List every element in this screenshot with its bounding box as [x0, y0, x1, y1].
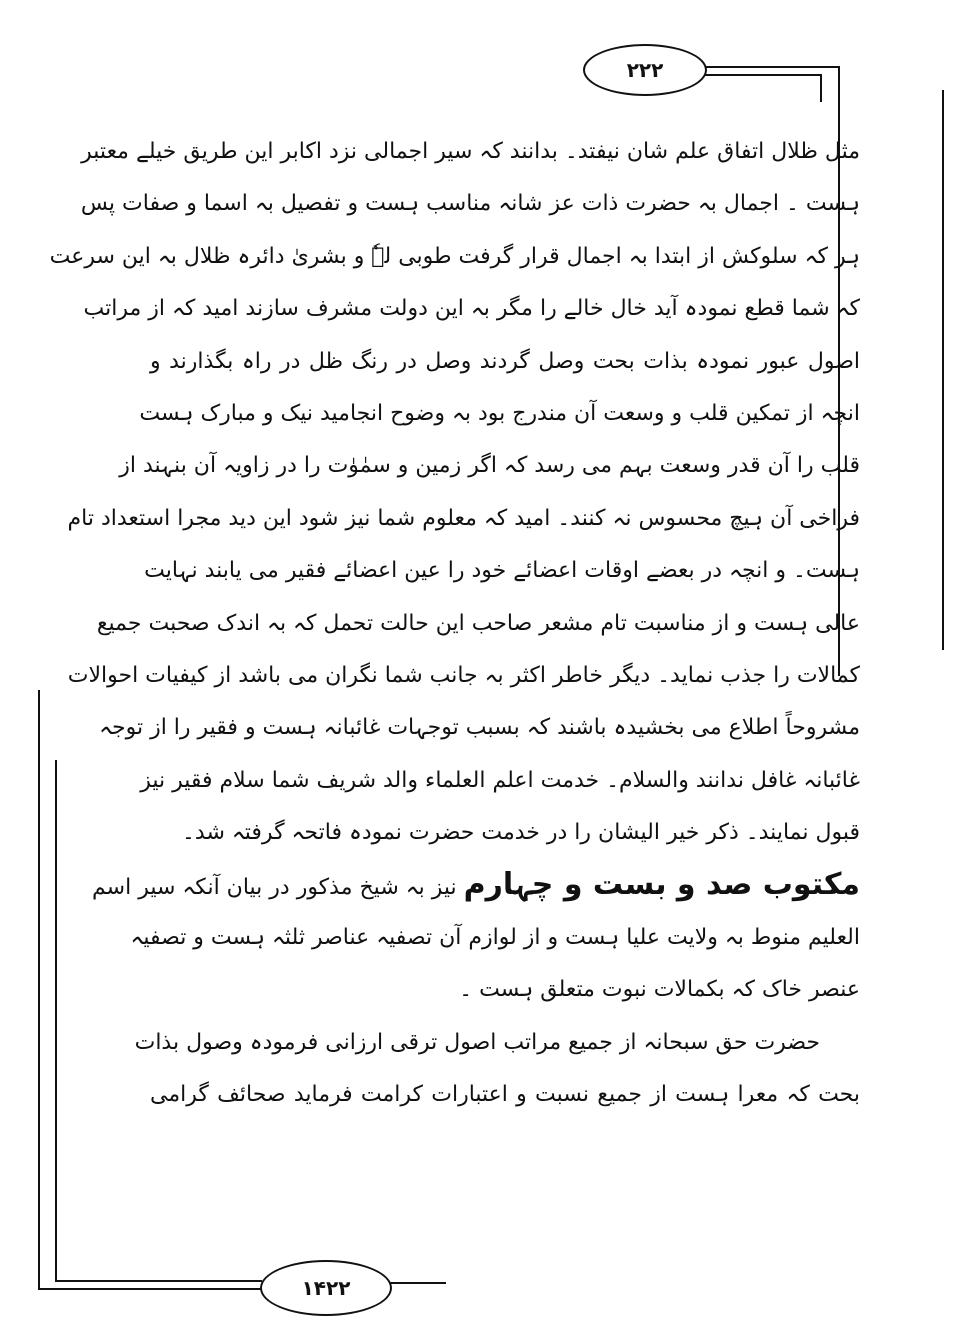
letter-heading-subject: نیز بہ شیخ مذکور در بیان آنکہ سیر اسم: [92, 875, 457, 901]
frame-left-outer-line: [38, 690, 40, 1290]
text-line: العلیم منوط بہ ولایت علیا ہست و از لوازم آن تصفیہ عناصر ثلثہ ہست و تصفیہ: [130, 924, 860, 950]
frame-left-inner-line: [55, 760, 57, 1280]
text-line: غائبانہ غافل ندانند والسلام۔ خدمت اعلم العلماء والد شریف شما سلام فقیر نیز: [140, 767, 860, 793]
text-line: کہ شما قطع نمودہ آید خال خالے را مگر بہ این دولت مشرف سازند امید کہ از مراتب: [83, 296, 860, 322]
page-text: [49, 126, 860, 1121]
frame-right-edge-line: [942, 90, 944, 650]
text-line: ہست۔ و انچہ در بعضے اوقات اعضائے خود را عین اعضائے فقیر می یابند نہایت: [144, 558, 860, 584]
text-line: مثل ظلال اتفاق علم شان نیفتد۔ بدانند کہ سیر اجمالی نزد اکابر این طریق خیلے معتبر: [81, 139, 860, 164]
frame-top-line: [700, 66, 840, 68]
frame-bottom-inner-line: [55, 1280, 262, 1282]
text-line: فراخی آن ہیچ محسوس نہ کنند۔ امید کہ معلوم شما نیز شود این دید مجرا استعداد تام: [67, 505, 860, 531]
frame-bottom-outer-line: [38, 1288, 262, 1290]
text-line: حضرت حق سبحانہ از جمیع مراتب اصول ترقی ارزانی فرمودہ وصول بذات: [134, 1029, 820, 1055]
text-line: کمالات را جذب نماید۔ دیگر خاطر اکثر بہ جانب شما نگران می باشد از کیفیات احوالات: [67, 662, 860, 688]
text-line: انچہ از تمکین قلب و وسعت آن مندرج بود بہ وضوح انجامید نیک و مبارک ہست: [139, 400, 860, 426]
frame-bottom-right-line: [386, 1282, 446, 1284]
text-line: قبول نمایند۔ ذکر خیر الیشان را در خدمت حضرت نمودہ فاتحہ گرفتہ شد۔: [182, 820, 860, 846]
text-line: ہر کہ سلوکش از ابتدا بہ اجمال قرار گرفت طوبی لہٗ و بشریٰ دائرہ ظلال بہ این سرعت: [49, 243, 860, 269]
text-line: ہست ۔ اجمال بہ حضرت ذات عز شانہ مناسب ہست و تفصیل بہ اسما و صفات پس: [80, 191, 860, 217]
text-line: بحت کہ معرا ہست از جمیع نسبت و اعتبارات کرامت فرماید صحائف گرامی: [150, 1082, 860, 1108]
text-line: مشروحاً اطلاع می بخشیدہ باشند کہ بسبب توجہات غائبانہ ہست و فقیر را از توجہ: [99, 715, 860, 741]
page-number-bottom: ۱۴۲۲: [260, 1260, 392, 1316]
letter-heading: مکتوب صد و بست و چہارم: [463, 867, 860, 903]
text-line: قلب را آن قدر وسعت بہم می رسد کہ اگر زمین و سمٰوٰت را در زاویہ آن بنہند از: [119, 453, 860, 479]
letter-heading-row: [92, 859, 860, 911]
text-line: عالی ہست و از مناسبت تام مشعر صاحب این حالت تحمل کہ بہ اندک صحبت جمیع: [96, 610, 860, 636]
frame-top-line-inner: [700, 74, 820, 76]
frame-right-inner-line: [820, 74, 822, 102]
text-line: اصول عبور نمودہ بذات بحت وصل گردند وصل در رنگ ظل در راہ بگذارند و: [150, 348, 860, 374]
page-number-top: ۲۲۲: [583, 44, 707, 96]
text-line: عنصر خاک کہ بکمالات نبوت متعلق ہست ۔: [459, 977, 860, 1003]
